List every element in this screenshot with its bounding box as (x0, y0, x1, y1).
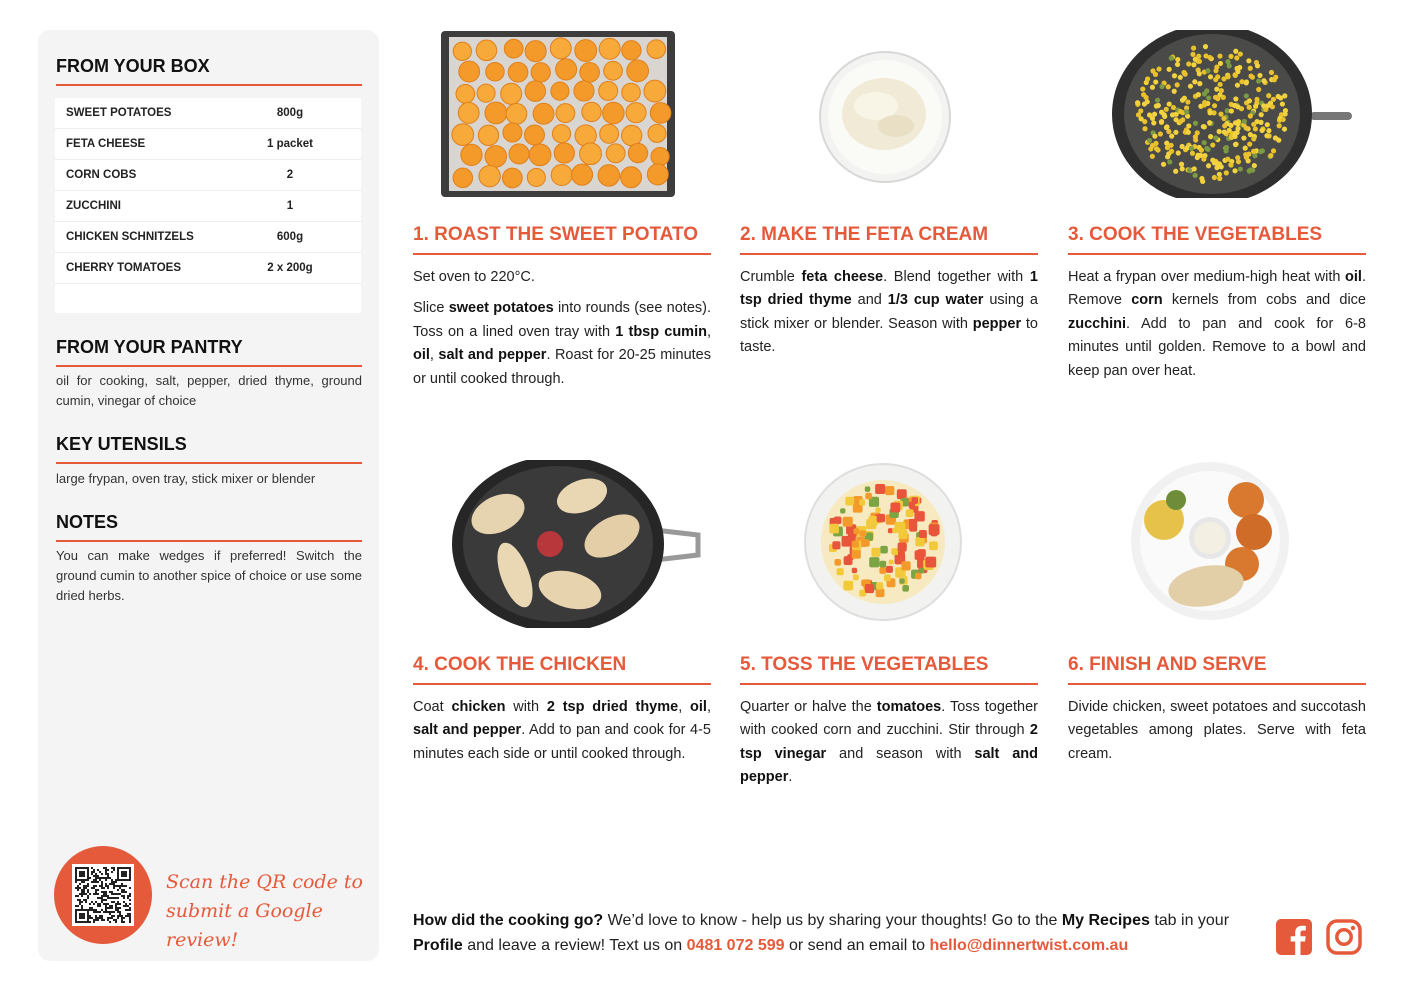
text-run: feta cheese (801, 269, 884, 285)
text-run: Quarter or halve the (740, 699, 877, 715)
step-3-text (1068, 266, 1366, 391)
step-4-paragraph (413, 696, 711, 766)
ingredient-quantity: 2 x 200g (267, 262, 313, 274)
text-run: salt and pepper (740, 745, 1039, 786)
step-6-paragraph (1068, 696, 1366, 766)
text-run: pepper (972, 315, 1022, 332)
ingredient-name: CHERRY TOMATOES (66, 262, 182, 274)
text-run: Slice (413, 300, 449, 317)
text-run: zucchini (1068, 315, 1127, 332)
text-run: How did the cooking go? (413, 912, 604, 929)
step-3-paragraph (1068, 266, 1366, 383)
text-run: 2 tsp dried thyme (546, 699, 679, 715)
text-run: kernels from cobs and dice (1162, 292, 1366, 309)
text-run: salt and pepper (438, 347, 547, 364)
text-run: . Remove (1068, 269, 1366, 309)
ingredient-name: CORN COBS (66, 169, 137, 181)
from-your-box-title: FROM YOUR BOX (56, 56, 362, 86)
text-run: . Add to pan and cook for 4-5 minutes each side or until cooked through. (413, 722, 712, 762)
text-run: tab in your (1149, 912, 1230, 929)
text-run: corn (1131, 292, 1163, 309)
ingredient-quantity: 600g (276, 231, 304, 243)
text-run: , (678, 699, 691, 715)
step-6-text (1068, 696, 1366, 774)
utensils-title: KEY UTENSILS (56, 434, 362, 464)
text-run: We’d love to know - help us by sharing your thoughts! Go to the (603, 912, 1062, 929)
text-run: using a stick mixer or blender. Season with (740, 292, 1039, 332)
step-5-text (740, 696, 1038, 798)
step-4-text (413, 696, 711, 774)
contact-link[interactable]: 0481 072 599 (686, 937, 785, 954)
text-run: Coat (413, 699, 452, 715)
ingredient-name: ZUCCHINI (66, 200, 121, 212)
step-1-title: 1. ROAST THE SWEET POTATO (413, 224, 711, 255)
text-run: and leave a review! Text us on (462, 937, 687, 954)
facebook-icon[interactable] (1276, 919, 1312, 955)
ingredient-row (55, 222, 361, 253)
text-run: or send an email to (784, 937, 930, 954)
ingredient-row (55, 98, 361, 129)
step-1-text (413, 266, 711, 399)
text-run: to taste. (740, 315, 1038, 356)
text-run: , (706, 699, 711, 715)
step-5-title: 5. TOSS THE VEGETABLES (740, 654, 1038, 685)
text-run: . Toss together with cooked corn and zucchini. Stir through (740, 699, 1038, 739)
text-run: . Add to pan and cook for 6-8 minutes until golden. Remove to a bowl and keep pan over heat. (1068, 315, 1366, 379)
text-run: My Recipes (1061, 912, 1150, 929)
text-run: into rounds (see notes). Toss on a lined oven tray with (413, 300, 711, 340)
text-run: chicken (451, 699, 506, 715)
step-1-paragraph-2 (413, 297, 711, 391)
text-run: . (788, 769, 793, 786)
contact-link[interactable]: hello@dinnertwist.com.au (929, 937, 1129, 954)
text-run: . Blend together with (883, 269, 1030, 285)
notes-title: NOTES (56, 512, 362, 542)
step-1-paragraph-1: Set oven to 220°C. (413, 269, 535, 285)
roast-sweet-potato-image (440, 30, 676, 198)
pantry-text: oil for cooking, salt, pepper, dried thyme, ground cumin, vinegar of choice (56, 373, 362, 408)
qr-code[interactable] (54, 846, 152, 944)
text-run: 1/3 cup water (887, 292, 984, 309)
text-run: , (706, 323, 711, 340)
utensils-text: large frypan, oven tray, stick mixer or blender (56, 471, 316, 486)
step-5-paragraph (740, 696, 1038, 790)
step-4-title: 4. COOK THE CHICKEN (413, 654, 711, 685)
feta-cream-image (818, 50, 952, 184)
text-run: tomatoes (876, 699, 942, 715)
text-run: Divide chicken, sweet potatoes and succotash vegetables among plates. Serve with feta cream. (1068, 699, 1366, 762)
step-2-text (740, 266, 1038, 368)
ingredient-row (55, 191, 361, 222)
step-2-paragraph (740, 266, 1038, 360)
toss-vegetables-image (803, 462, 963, 622)
qr-code-icon (72, 864, 134, 926)
text-run: oil (1345, 269, 1362, 285)
text-run: with (505, 699, 547, 715)
feedback-footer (413, 908, 1263, 958)
qr-caption-line1: Scan the QR code to (166, 871, 363, 893)
finish-and-serve-image (1130, 460, 1290, 622)
qr-caption (166, 868, 366, 955)
sidebar (38, 30, 379, 961)
instagram-icon[interactable] (1326, 919, 1362, 955)
qr-caption-line2: submit a Google review! (166, 900, 323, 951)
text-run: . Roast for 20-25 minutes or until cooked through. (413, 347, 711, 387)
text-run: salt and pepper (413, 722, 522, 739)
notes-text: You can make wedges if preferred! Switch the ground cumin to another spice of choice or use some dried herbs. (56, 548, 362, 603)
text-run: Profile (413, 937, 463, 954)
text-run: Heat a frypan over medium-high heat with (1068, 269, 1346, 285)
ingredient-row (55, 160, 361, 191)
text-run: 2 tsp vinegar (740, 722, 1038, 762)
text-run: oil (690, 699, 707, 715)
ingredient-name: CHICKEN SCHNITZELS (66, 231, 194, 243)
cook-chicken-image (450, 460, 702, 628)
ingredient-quantity: 1 packet (266, 138, 314, 150)
ingredient-row (55, 253, 361, 284)
text-run: and (851, 292, 888, 309)
ingredients-table (55, 98, 361, 313)
ingredient-row (55, 129, 361, 160)
step-3-title: 3. COOK THE VEGETABLES (1068, 224, 1366, 255)
ingredient-name: SWEET POTATOES (66, 107, 172, 119)
ingredient-quantity: 800g (276, 107, 304, 119)
cook-vegetables-image (1110, 30, 1360, 198)
text-run: 1 tsp dried thyme (740, 269, 1038, 309)
text-run: 1 tbsp cumin (615, 323, 707, 340)
step-2-title: 2. MAKE THE FETA CREAM (740, 224, 1038, 255)
qr-pattern (75, 867, 131, 923)
text-run: , (429, 347, 439, 364)
step-6-title: 6. FINISH AND SERVE (1068, 654, 1366, 685)
text-run: sweet potatoes (448, 300, 554, 317)
pantry-title: FROM YOUR PANTRY (56, 337, 362, 367)
text-run: and season with (826, 745, 975, 762)
ingredient-quantity: 1 (286, 200, 294, 212)
ingredient-quantity: 2 (286, 169, 294, 181)
text-run: oil (413, 347, 430, 364)
ingredient-name: FETA CHEESE (66, 138, 146, 150)
text-run: Crumble (740, 269, 802, 285)
